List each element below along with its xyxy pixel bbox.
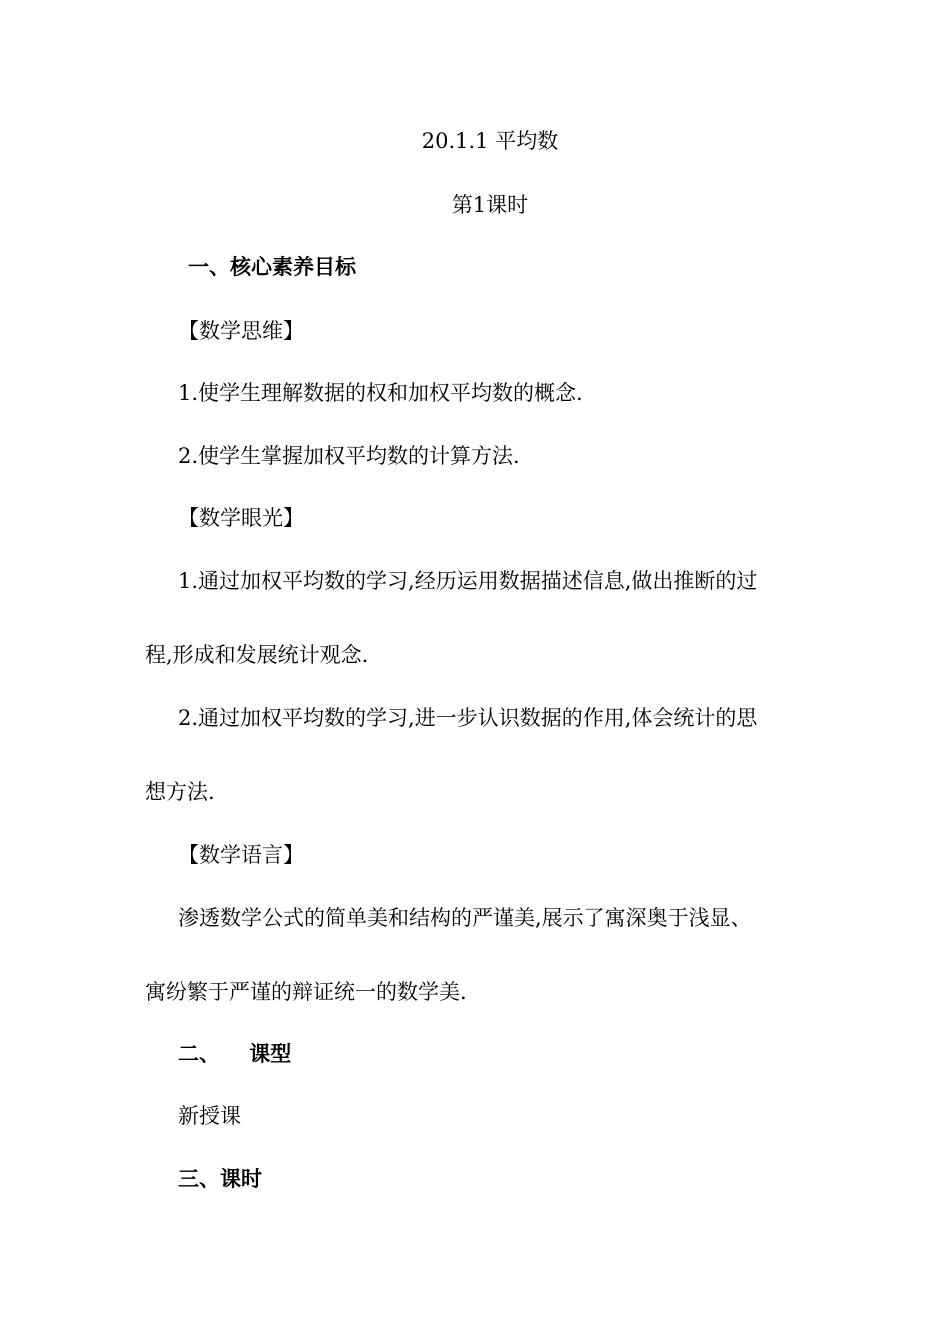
math-vision-item-2-line-2: 想方法. <box>145 780 215 804</box>
section2-content: 新授课 <box>178 1104 241 1128</box>
math-vision-item-1-line-2: 程,形成和发展统计观念. <box>145 643 369 667</box>
section2-heading: 二、 课型 <box>178 1042 292 1066</box>
math-language-line-2: 寓纷繁于严谨的辩证统一的数学美. <box>145 980 467 1004</box>
math-thinking-item-1: 1.使学生理解数据的权和加权平均数的概念. <box>178 381 583 405</box>
math-thinking-label: 【数学思维】 <box>178 319 304 343</box>
math-language-label: 【数学语言】 <box>178 843 304 867</box>
math-vision-item-1-line-1: 1.通过加权平均数的学习,经历运用数据描述信息,做出推断的过 <box>178 569 758 593</box>
section3-heading: 三、课时 <box>178 1167 262 1191</box>
document-title: 20.1.1 平均数 <box>421 129 559 153</box>
math-vision-item-2-line-1: 2.通过加权平均数的学习,进一步认识数据的作用,体会统计的思 <box>178 706 758 730</box>
math-language-line-1: 渗透数学公式的简单美和结构的严谨美,展示了寓深奥于浅显、 <box>178 906 752 930</box>
document-subtitle: 第1课时 <box>451 193 529 217</box>
math-thinking-item-2: 2.使学生掌握加权平均数的计算方法. <box>178 444 520 468</box>
section1-heading: 一、核心素养目标 <box>188 255 356 279</box>
math-vision-label: 【数学眼光】 <box>178 506 304 530</box>
